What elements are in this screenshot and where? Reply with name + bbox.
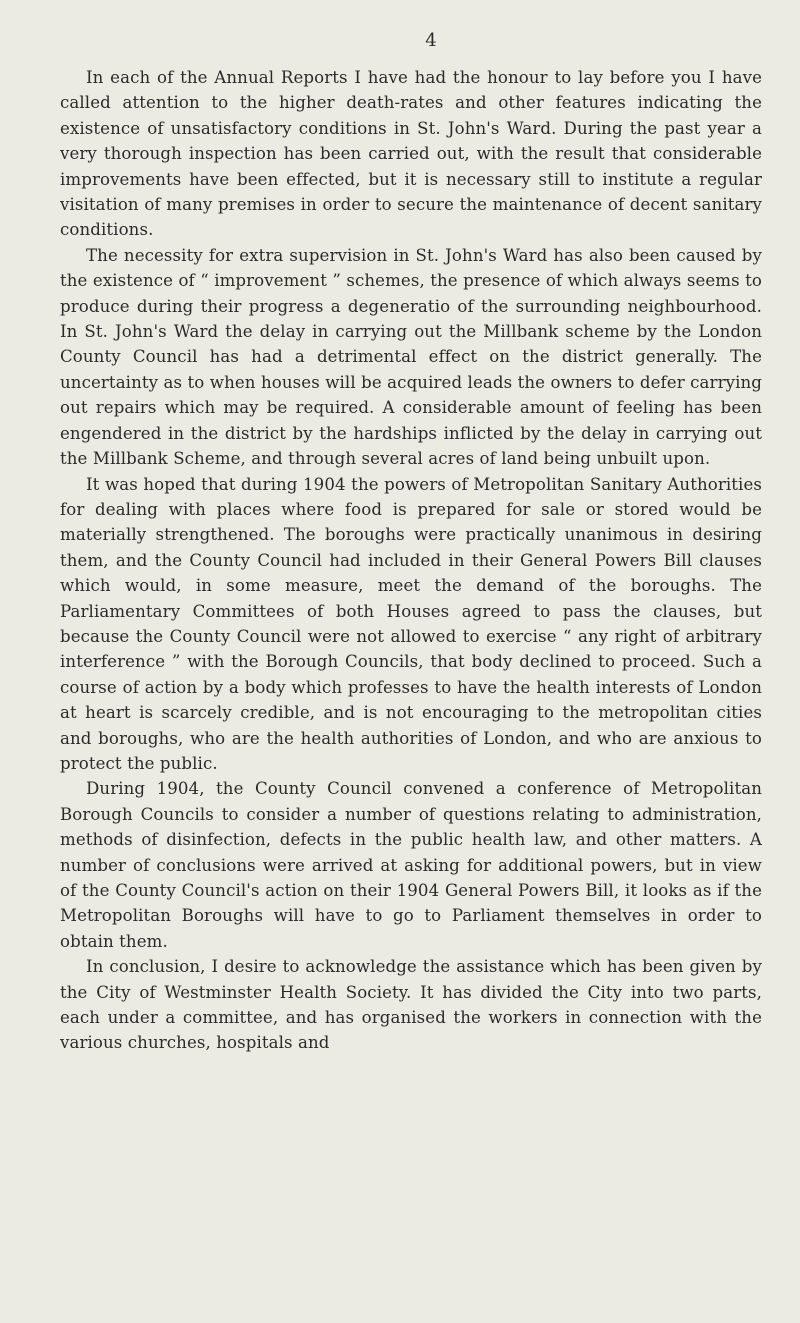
paragraph-sanitary-authorities: It was hoped that during 1904 the powers of Metropolitan Sanitary Authorities for dealing with places where food is prepared for sale or stored would be materially strengthened. The boroughs were practically unanimous in desiring them, and the County Council had included in their General Powers Bill clauses which would, in some measure, meet the demand of the boroughs. The Parliamentary Committees of both Houses agreed to pass the clauses, but because the County Council were not allowed to exercise “ any right of arbitrary interference ” with the Borough Councils, that body declined to proceed. Such a course of action by a body which professes to have the health interests of London at heart is scarcely credible, and is not encouraging to the metropolitan cities and boroughs, who are the health authorities of London, and who are anxious to protect the public. <box>60 474 762 773</box>
paragraph-conference: During 1904, the County Council convened a conference of Metropolitan Borough Councils to consider a number of questions relating to administration, methods of disinfection, defects in the public health law, and other matters. A number of conclusions were arrived at asking for additional powers, but in view of the County Council's action on their 1904 General Powers Bill, it looks as if the Metropolitan Boroughs will have to go to Parliament themselves in order to obtain them. <box>60 779 762 951</box>
paragraph-conclusion: In conclusion, I desire to acknowledge the assistance which has been given by the City of Westminster Health Society. It has divided the City into two parts, each under a committee, and has organised the workers in connection with the various churches, hospitals and <box>60 957 762 1053</box>
paragraph-annual-reports: In each of the Annual Reports I have had the honour to lay before you I have called attention to the higher death-rates and other features indicating the existence of unsatisfactory conditions in St. John's Ward. During the past year a very thorough inspection has been carried out, with the result that considerable improvements have been effected, but it is necessary still to institute a regular visitation of many premises in order to secure the maintenance of decent sanitary conditions. <box>60 68 762 240</box>
paragraph-extra-supervision: The necessity for extra supervision in St. John's Ward has also been caused by the existence of “ improvement ” schemes, the presence of which always seems to produce during their progress a degeneratio of the surrounding neighbourhood. In St. John's Ward the delay in carrying out the Millbank scheme by the London County Council has had a detrimental effect on the district generally. The uncertainty as to when houses will be acquired leads the owners to defer carrying out repairs which may be required. A considerable amount of feeling has been engendered in the district by the hardships inflicted by the delay in carrying out the Millbank Scheme, and through several acres of land being unbuilt upon. <box>60 245 762 469</box>
body-text <box>60 65 762 1056</box>
page-number: 4 <box>425 30 437 51</box>
